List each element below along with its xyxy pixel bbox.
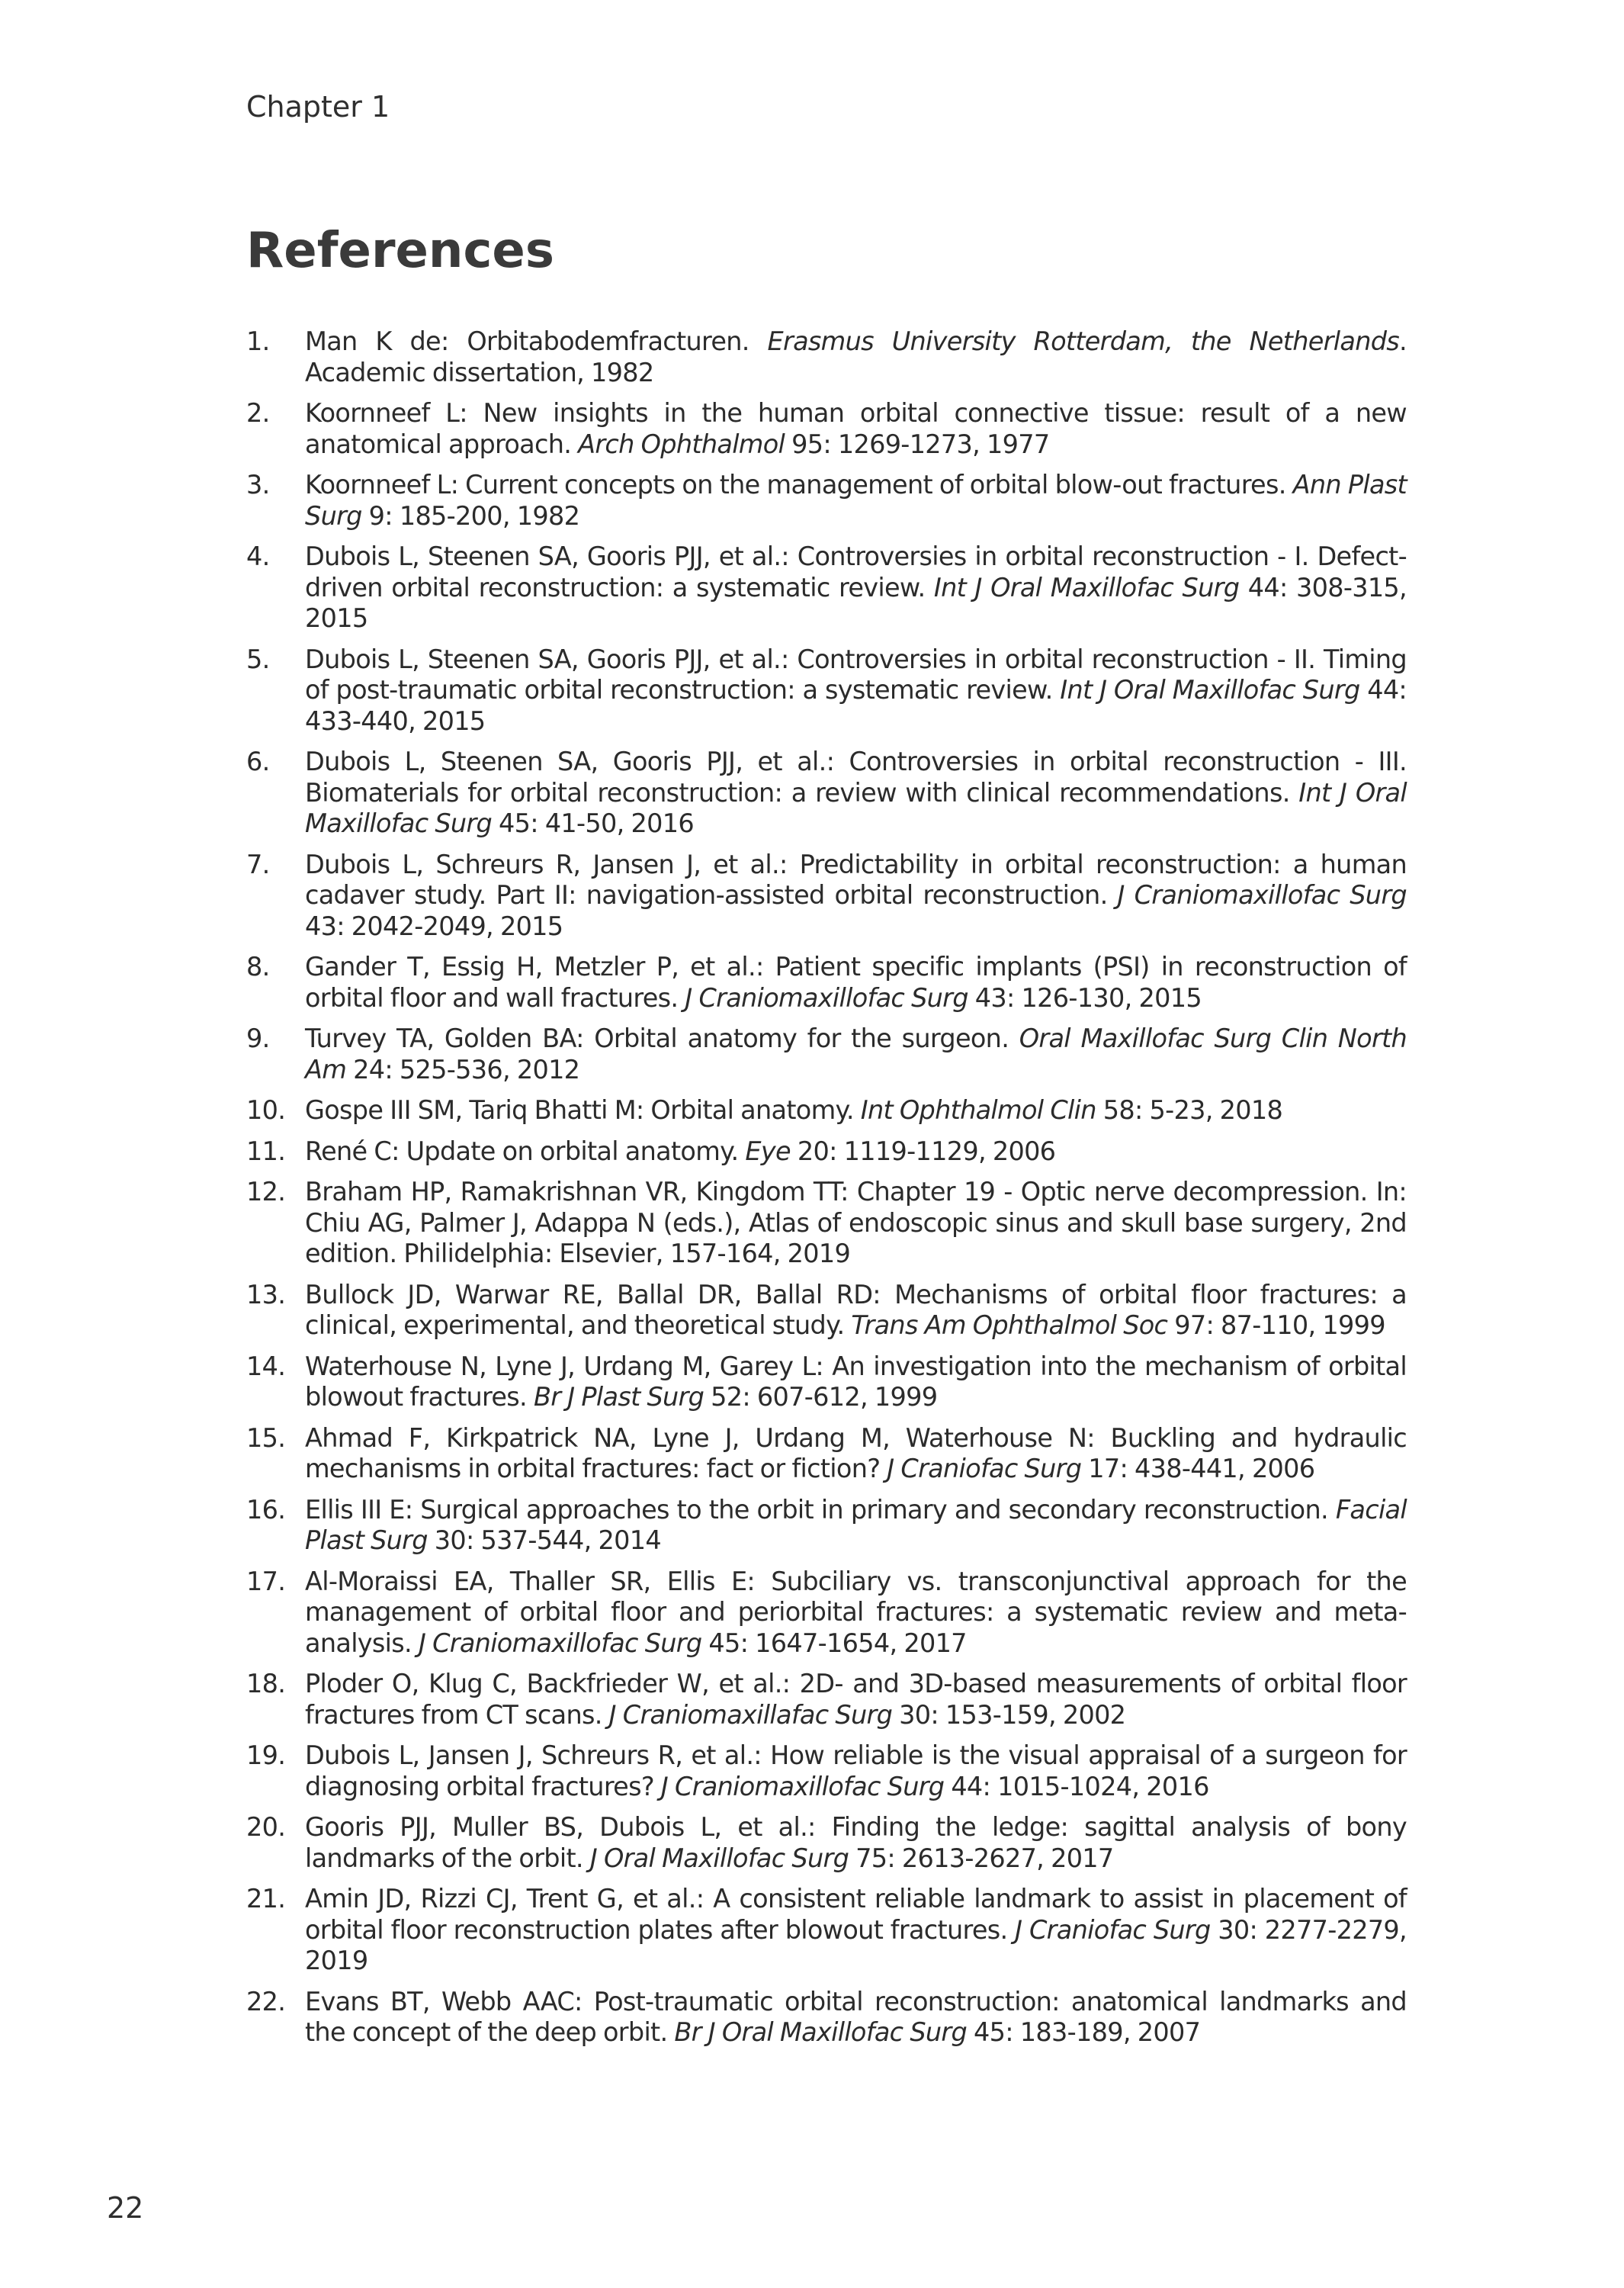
reference-number: 9.	[246, 1023, 270, 1053]
reference-text	[305, 644, 1407, 737]
reference-text	[305, 1669, 1407, 1730]
reference-text	[305, 398, 1407, 460]
reference-text-segment: Dubois L, Jansen J, Schreurs R, et al.: How reliable is the visual appraisal of a surgeon for diagnosing orbital fractures?	[305, 1740, 1407, 1801]
reference-text-segment: Dubois L, Steenen SA, Gooris PJJ, et al.: Controversies in orbital reconstruction - III. Biomaterials for orbital reconstruction: a review with clinical recommendations.	[305, 747, 1407, 808]
reference-journal: Eye	[745, 1136, 791, 1166]
reference-number: 11.	[246, 1136, 286, 1166]
reference-number: 14.	[246, 1351, 286, 1381]
reference-text	[305, 326, 1407, 388]
reference-text-segment: 95: 1269-1273, 1977	[785, 429, 1050, 459]
reference-journal: J Craniofac Surg	[887, 1454, 1082, 1483]
reference-text-segment: Koornneef L: Current concepts on the management of orbital blow-out fractures.	[305, 470, 1293, 500]
reference-text-segment: Gospe III SM, Tariq Bhatti M: Orbital anatomy.	[305, 1095, 861, 1125]
reference-item	[246, 1095, 1407, 1126]
reference-journal: J Craniomaxillofac Surg	[418, 1628, 702, 1658]
reference-item	[246, 1987, 1407, 2049]
reference-text-segment: 45: 1647-1654, 2017	[701, 1628, 967, 1658]
reference-journal: Int Ophthalmol Clin	[860, 1095, 1096, 1125]
reference-text-segment: 24: 525-536, 2012	[346, 1054, 580, 1085]
reference-number: 17.	[246, 1566, 286, 1596]
reference-text-segment: Turvey TA, Golden BA: Orbital anatomy for the surgeon.	[305, 1023, 1019, 1053]
reference-number: 12.	[246, 1177, 286, 1207]
reference-item	[246, 1884, 1407, 1977]
reference-text-segment: Ploder O, Klug C, Backfrieder W, et al.: 2D- and 3D-based measurements of orbital floor fractures from CT scans.	[305, 1669, 1407, 1730]
reference-text-segment: 43: 2042-2049, 2015	[305, 911, 563, 941]
reference-item	[246, 1136, 1407, 1168]
reference-journal: Br J Oral Maxillofac Surg	[674, 2017, 968, 2047]
reference-number: 1.	[246, 326, 270, 356]
reference-text-segment: 44: 433-440, 2015	[305, 675, 1407, 736]
reference-number: 19.	[246, 1740, 286, 1770]
reference-item	[246, 541, 1407, 635]
reference-item	[246, 1669, 1407, 1730]
reference-item	[246, 644, 1407, 737]
reference-text-segment: Ellis III E: Surgical approaches to the orbit in primary and secondary reconstruction.	[305, 1494, 1336, 1525]
reference-text-segment: 20: 1119-1129, 2006	[790, 1136, 1056, 1166]
reference-text-segment: Evans BT, Webb AAC: Post-traumatic orbital reconstruction: anatomical landmarks and the concept of the deep orbit.	[305, 1986, 1407, 2047]
reference-text	[305, 1177, 1407, 1270]
reference-item	[246, 1495, 1407, 1557]
reference-text-segment: 44: 1015-1024, 2016	[944, 1771, 1209, 1801]
reference-text-segment: 58: 5-23, 2018	[1096, 1095, 1283, 1125]
reference-text	[305, 952, 1407, 1014]
reference-text-segment: 52: 607-612, 1999	[704, 1382, 938, 1412]
reference-journal: Ann Plast Surg	[305, 470, 1407, 531]
reference-text-segment: Koornneef L: New insights in the human orbital connective tissue: result of a new anatomical approach.	[305, 398, 1407, 459]
reference-number: 18.	[246, 1669, 286, 1698]
reference-journal: Br J Plast Surg	[533, 1382, 704, 1412]
reference-journal: J Craniomaxillofac Surg	[660, 1771, 945, 1801]
reference-journal: Int J Oral Maxillofac Surg	[1060, 675, 1360, 705]
reference-text-segment: 45: 183-189, 2007	[967, 2017, 1201, 2047]
reference-item	[246, 1567, 1407, 1660]
reference-text-segment: 75: 2613-2627, 2017	[849, 1843, 1114, 1873]
reference-number: 13.	[246, 1279, 286, 1309]
reference-number: 21.	[246, 1884, 286, 1914]
reference-journal: Arch Ophthalmol	[578, 429, 785, 459]
reference-text	[305, 1136, 1407, 1168]
reference-journal: Facial Plast Surg	[305, 1494, 1407, 1555]
reference-text-segment: Gander T, Essig H, Metzler P, et al.: Patient specific implants (PSI) in reconstruction of orbital floor and wall fractures.	[305, 952, 1407, 1013]
reference-item	[246, 1812, 1407, 1874]
reference-number: 22.	[246, 1986, 286, 2016]
reference-text-segment: 44: 308-315, 2015	[305, 572, 1407, 633]
reference-journal: Int J Oral Maxillofac Surg	[305, 777, 1407, 838]
reference-number: 20.	[246, 1812, 286, 1842]
reference-text-segment: . Academic dissertation, 1982	[305, 326, 1407, 387]
reference-item	[246, 326, 1407, 388]
reference-text	[305, 470, 1407, 532]
reference-text-segment: Bullock JD, Warwar RE, Ballal DR, Ballal RD: Mechanisms of orbital floor fractures: a clinical, experimental, and theoretical study.	[305, 1279, 1407, 1340]
reference-number: 4.	[246, 541, 270, 571]
reference-text	[305, 1280, 1407, 1342]
reference-text	[305, 747, 1407, 840]
reference-number: 8.	[246, 952, 270, 982]
reference-text	[305, 1023, 1407, 1085]
reference-text	[305, 1812, 1407, 1874]
reference-item	[246, 1351, 1407, 1413]
reference-text	[305, 1987, 1407, 2049]
reference-item	[246, 850, 1407, 943]
reference-journal: J Craniomaxillofac Surg	[685, 982, 968, 1013]
reference-journal: J Craniofac Surg	[1015, 1914, 1211, 1945]
reference-item	[246, 1023, 1407, 1085]
reference-text-segment: Waterhouse N, Lyne J, Urdang M, Garey L: An investigation into the mechanism of orbital blowout fractures.	[305, 1351, 1407, 1412]
reference-text	[305, 1351, 1407, 1413]
reference-text-segment: Al-Moraissi EA, Thaller SR, Ellis E: Subciliary vs. transconjunctival approach for the management of orbital floor and periorbital fractures: a systematic review and meta-analysis.	[305, 1566, 1407, 1658]
reference-text-segment: Dubois L, Schreurs R, Jansen J, et al.: Predictability in orbital reconstruction: a human cadaver study. Part II: navigation-assisted orbital reconstruction.	[305, 849, 1407, 910]
reference-text	[305, 1423, 1407, 1485]
reference-text-segment: 30: 537-544, 2014	[427, 1525, 661, 1555]
reference-item	[246, 470, 1407, 532]
reference-number: 3.	[246, 470, 270, 500]
reference-text-segment: 30: 2277-2279, 2019	[305, 1914, 1407, 1975]
reference-text	[305, 1095, 1407, 1126]
reference-item	[246, 1177, 1407, 1270]
reference-text-segment: Dubois L, Steenen SA, Gooris PJJ, et al.: Controversies in orbital reconstruction - I. Defect-driven orbital reconstruction: a systematic review.	[305, 541, 1407, 603]
reference-number: 6.	[246, 747, 270, 776]
reference-item	[246, 1280, 1407, 1342]
reference-item	[246, 952, 1407, 1014]
reference-text	[305, 1495, 1407, 1557]
reference-journal: Int J Oral Maxillofac Surg	[933, 572, 1240, 603]
reference-journal: J Oral Maxillofac Surg	[589, 1843, 849, 1873]
reference-text-segment: René C: Update on orbital anatomy.	[305, 1136, 746, 1166]
reference-journal: J Craniomaxillafac Surg	[608, 1699, 893, 1730]
reference-text-segment: Ahmad F, Kirkpatrick NA, Lyne J, Urdang M, Waterhouse N: Buckling and hydraulic mechanisms in orbital fractures: fact or fiction?	[305, 1422, 1407, 1483]
reference-number: 10.	[246, 1095, 286, 1125]
reference-number: 2.	[246, 398, 270, 428]
reference-text-segment: 43: 126-130, 2015	[968, 982, 1202, 1013]
reference-number: 16.	[246, 1494, 286, 1525]
reference-text	[305, 541, 1407, 635]
reference-text	[305, 1884, 1407, 1977]
running-header: Chapter 1	[246, 90, 390, 124]
reference-text-segment: 9: 185-200, 1982	[361, 500, 580, 531]
section-title: References	[246, 223, 554, 279]
reference-text-segment: Dubois L, Steenen SA, Gooris PJJ, et al.: Controversies in orbital reconstruction - II. Timing of post-traumatic orbital reconstruction: a systematic review.	[305, 644, 1407, 705]
reference-journal: Erasmus University Rotterdam, the Netherlands	[767, 326, 1400, 356]
page-number: 22	[107, 2191, 144, 2225]
reference-text	[305, 850, 1407, 943]
reference-item	[246, 747, 1407, 840]
reference-text-segment: Gooris PJJ, Muller BS, Dubois L, et al.: Finding the ledge: sagittal analysis of bony landmarks of the orbit.	[305, 1812, 1407, 1873]
reference-number: 15.	[246, 1422, 286, 1453]
reference-text	[305, 1740, 1407, 1802]
reference-text-segment: 17: 438-441, 2006	[1081, 1454, 1315, 1483]
reference-journal: Trans Am Ophthalmol Soc	[851, 1310, 1168, 1340]
reference-item	[246, 1740, 1407, 1802]
reference-text-segment: Braham HP, Ramakrishnan VR, Kingdom TT: Chapter 19 - Optic nerve decompression. In: Chiu AG, Palmer J, Adappa N (eds.), Atlas of endoscopic sinus and skull base surgery, 2nd edition. Philidelphia: Elsevier, 157-164, 2019	[305, 1177, 1407, 1268]
reference-text	[305, 1567, 1407, 1660]
reference-text-segment: 30: 153-159, 2002	[892, 1699, 1126, 1730]
reference-text-segment: Amin JD, Rizzi CJ, Trent G, et al.: A consistent reliable landmark to assist in placement of orbital floor reconstruction plates after blowout fractures.	[305, 1884, 1407, 1945]
reference-journal: J Craniomaxillofac Surg	[1117, 880, 1407, 910]
reference-item	[246, 1423, 1407, 1485]
reference-text-segment: 97: 87-110, 1999	[1167, 1310, 1385, 1340]
reference-journal: Oral Maxillofac Surg Clin North Am	[305, 1023, 1407, 1085]
reference-number: 5.	[246, 644, 270, 674]
reference-number: 7.	[246, 849, 270, 879]
reference-item	[246, 398, 1407, 460]
reference-text-segment: Man K de: Orbitabodemfracturen.	[305, 326, 768, 356]
reference-list	[246, 326, 1407, 2058]
reference-text-segment: 45: 41-50, 2016	[492, 808, 695, 838]
